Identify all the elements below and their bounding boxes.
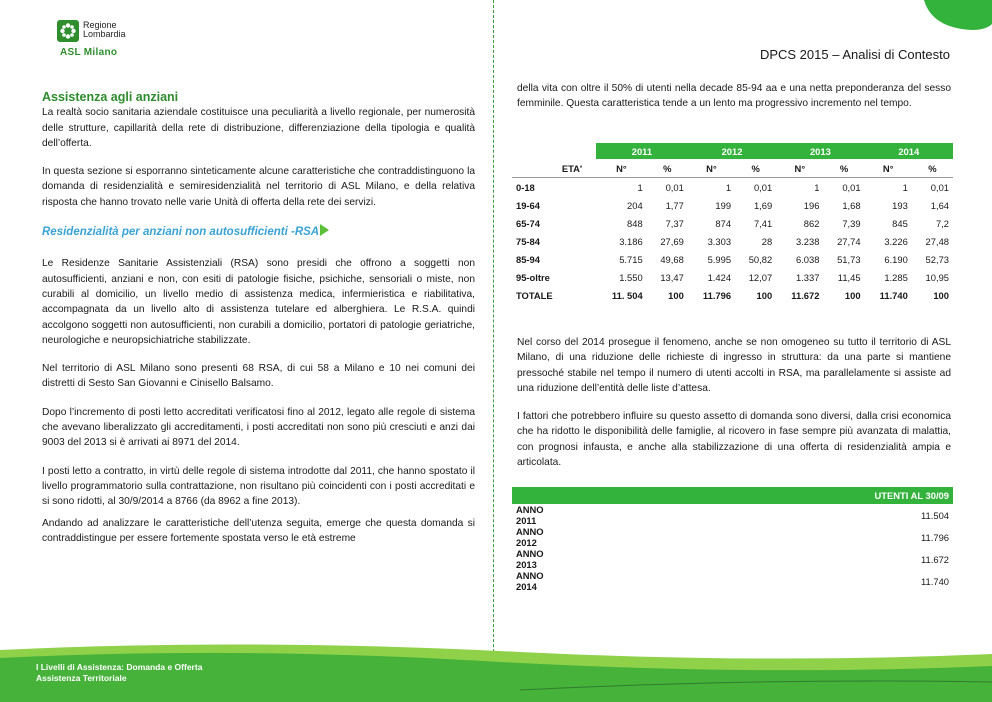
footer-line: Assistenza Territoriale bbox=[36, 673, 127, 683]
paragraph: La realtà socio sanitaria aziendale costituisce una peculiarità a livello regionale, per numerosità delle strutture, capillarità della rete di distribuzione, differenziazione della tipologia e qualità dell’offerta. bbox=[42, 107, 475, 149]
year-header: 2012 bbox=[688, 143, 776, 159]
col-header: N° bbox=[596, 159, 647, 178]
age-distribution-table bbox=[512, 143, 953, 304]
table-cell: 7,39 bbox=[842, 217, 861, 229]
logo-region-text: Regione Lombardia bbox=[83, 20, 126, 39]
table-cell: 11.672 bbox=[791, 289, 820, 301]
table-row bbox=[512, 548, 953, 570]
table-cell: 0,01 bbox=[930, 181, 949, 193]
users-value: 11.672 bbox=[921, 553, 949, 565]
col-header: N° bbox=[865, 159, 912, 178]
table-cell: 13,47 bbox=[660, 271, 684, 283]
table-cell: 0,01 bbox=[842, 181, 861, 193]
table-cell: 199 bbox=[715, 199, 732, 211]
col-header: % bbox=[647, 159, 688, 178]
col-header: % bbox=[823, 159, 864, 178]
table-cell: 100 bbox=[756, 289, 773, 301]
subsection-heading bbox=[42, 224, 475, 240]
table-cell: 28 bbox=[761, 235, 773, 247]
table-cell: 11. 504 bbox=[611, 289, 643, 301]
table-row bbox=[512, 250, 953, 268]
year-label: ANNO 2011 bbox=[516, 504, 544, 526]
row-label: TOTALE bbox=[516, 289, 553, 301]
paragraph: Dopo l’incremento di posti letto accreditati verificatosi fino al 2012, legato alle regole di sistema che avevano liberalizzato gli accreditamenti, i posti accreditati non sono più cresciuti e anzi dai 9003 del 2013 si è arrivati ai 8971 del 2014. bbox=[42, 406, 475, 449]
table-cell: 1,68 bbox=[842, 199, 861, 211]
table-cell: 100 bbox=[668, 289, 684, 301]
table-cell: 50,82 bbox=[748, 253, 773, 265]
footer-text bbox=[36, 662, 202, 684]
row-label: 85-94 bbox=[516, 253, 540, 265]
table-cell: 1 bbox=[725, 181, 732, 193]
row-label: 65-74 bbox=[516, 217, 540, 229]
page-divider bbox=[493, 0, 494, 702]
year-header: 2013 bbox=[776, 143, 864, 159]
subsection-heading-text: Residenzialità per anziani non autosufficienti -RSA bbox=[42, 226, 320, 239]
table-cell: 11,45 bbox=[837, 271, 861, 283]
users-table bbox=[512, 487, 953, 592]
table-row bbox=[512, 286, 953, 304]
table-cell: 5.715 bbox=[619, 253, 643, 265]
table-cell: 1 bbox=[902, 181, 908, 193]
row-label: 0-18 bbox=[516, 181, 535, 193]
table-cell: 6.190 bbox=[884, 253, 908, 265]
logo-asl-text: ASL Milano bbox=[60, 47, 118, 58]
table-cell: 3.186 bbox=[619, 235, 643, 247]
table-cell: 845 bbox=[892, 217, 908, 229]
page-header-title: DPCS 2015 – Analisi di Contesto bbox=[759, 47, 950, 62]
users-value: 11.504 bbox=[921, 509, 949, 521]
table-cell: 3.226 bbox=[884, 235, 908, 247]
table-cell: 27,74 bbox=[837, 235, 861, 247]
eta-header: ETA' bbox=[512, 159, 596, 178]
table-cell: 1 bbox=[814, 181, 820, 193]
table-body bbox=[512, 504, 953, 592]
table-row bbox=[512, 232, 953, 250]
table-cell: 1.424 bbox=[707, 271, 732, 283]
row-label: 95-oltre bbox=[516, 271, 550, 283]
col-header: N° bbox=[776, 159, 823, 178]
col-header: N° bbox=[688, 159, 735, 178]
paragraph: Nel corso del 2014 prosegue il fenomeno, anche se non omogeneo su tutto il territorio di ASL Milano, di una riduzione delle richieste di ingresso in struttura: da una parte si mantiene pressoché stabile nel tempo il numero di utenti accolti in RSA, ma parallelamente si assiste ad una riduzione dell’entità delle liste d’attesa. bbox=[517, 337, 951, 394]
table-cell: 51,73 bbox=[837, 253, 861, 265]
table-cell: 10,95 bbox=[925, 271, 949, 283]
table-cell: 0,01 bbox=[665, 181, 684, 193]
table-cell: 1.550 bbox=[619, 271, 643, 283]
table-header-row bbox=[512, 487, 953, 504]
table-row bbox=[512, 196, 953, 214]
table-row bbox=[512, 570, 953, 592]
left-column bbox=[42, 90, 475, 546]
col-header: % bbox=[735, 159, 776, 178]
chevron-right-icon bbox=[320, 224, 329, 236]
table-cell: 5.995 bbox=[707, 253, 732, 265]
paragraph: I posti letto a contratto, in virtù delle regole di sistema introdotte dal 2011, che hanno spostato il livello programmatorio sulla contrattazione, non risultano più coincidenti con i posti accreditati e si sono ridotti, al 30/9/2014 a 8766 (da 8962 a fine 2013). bbox=[42, 465, 475, 508]
paragraph: I fattori che potrebbero influire su questo assetto di domanda sono diversi, dalla crisi economica che ha ridotto le disponibilità delle famiglie, al ricovero in fase sempre più avanzata di malattia, con prognosi infausta, e anche alla stabilizzazione di una offerta di residenzialità ampia e articolata. bbox=[517, 411, 951, 469]
table-cell: 27,48 bbox=[925, 235, 949, 247]
table-cell: 100 bbox=[933, 289, 949, 301]
table-cell: 1,69 bbox=[753, 199, 773, 211]
table-cell: 0,01 bbox=[753, 181, 773, 193]
users-value: 11.796 bbox=[921, 531, 949, 543]
users-value: 11.740 bbox=[921, 575, 949, 587]
table-cell: 49,68 bbox=[660, 253, 684, 265]
lombardia-rose-icon bbox=[57, 20, 79, 42]
table-row bbox=[512, 178, 953, 197]
corner-decoration bbox=[912, 0, 992, 40]
paragraph: Le Residenze Sanitarie Assistenziali (RSA) sono presidi che offrono a soggetti non autosufficienti, anziani e non, con esiti di patologie fisiche, psichiche, sensoriali o miste, non curabili al domicilio, un livello medio di assistenza medica, infermieristica e riabilitativa, accompagnata da un livello alto di assistenza tutelare ed alberghiera. Le R.S.A. quindi accolgono soggetti non autosufficienti, non curabili a domicilio, portatori di patologie geriatriche, neurologiche e neuropsichiatriche stabilizzate. bbox=[42, 258, 475, 346]
section-heading: Assistenza agli anziani bbox=[42, 90, 179, 104]
year-label: ANNO 2014 bbox=[516, 570, 544, 592]
users-header: UTENTI AL 30/09 bbox=[512, 487, 953, 504]
table-header-row bbox=[512, 143, 953, 159]
table-cell: 848 bbox=[627, 217, 643, 229]
table-cell: 27,69 bbox=[660, 235, 684, 247]
col-header: % bbox=[912, 159, 953, 178]
table-cell: 874 bbox=[715, 217, 732, 229]
paragraph: della vita con oltre il 50% di utenti nella decade 85-94 aa e una netta preponderanza del sesso femminile. Questa caratteristica tende a un lento ma progressivo incremento nel tempo. bbox=[517, 83, 951, 110]
table-cell: 100 bbox=[844, 289, 861, 301]
paragraph: Andando ad analizzare le caratteristiche dell’utenza seguita, emerge che questa domanda si contraddistingue per essere fortemente spostata verso le età estreme bbox=[42, 517, 475, 544]
table-cell: 3.303 bbox=[707, 235, 732, 247]
row-label: 75-84 bbox=[516, 235, 540, 247]
year-label: ANNO 2012 bbox=[516, 526, 544, 548]
table-cell: 6.038 bbox=[795, 253, 820, 265]
table-cell: 11.796 bbox=[702, 289, 732, 301]
row-label: 19-64 bbox=[516, 199, 540, 211]
table-cell: 1,64 bbox=[930, 199, 949, 211]
table-cell: 3.238 bbox=[795, 235, 820, 247]
table-row bbox=[512, 268, 953, 286]
table-cell: 52,73 bbox=[925, 253, 949, 265]
table-cell: 7,41 bbox=[753, 217, 773, 229]
table-cell: 1 bbox=[637, 181, 643, 193]
paragraph: Nel territorio di ASL Milano sono presenti 68 RSA, di cui 58 a Milano e 10 nei comuni dei distretti di Sesto San Giovanni e Cinisello Balsamo. bbox=[42, 363, 475, 390]
footer-line: I Livelli di Assistenza: Domanda e Offerta bbox=[36, 662, 203, 672]
right-column-lower bbox=[517, 335, 951, 470]
table-row bbox=[512, 526, 953, 548]
table-body bbox=[512, 178, 953, 305]
table-cell: 193 bbox=[892, 199, 908, 211]
table-subheader-row bbox=[512, 159, 953, 178]
table-cell: 204 bbox=[627, 199, 643, 211]
table-row bbox=[512, 504, 953, 526]
table-cell: 1,77 bbox=[665, 199, 684, 211]
table-cell: 862 bbox=[803, 217, 820, 229]
table-cell: 196 bbox=[803, 199, 820, 211]
table-cell: 12,07 bbox=[748, 271, 773, 283]
table-cell: 1.285 bbox=[884, 271, 908, 283]
table-cell: 7,2 bbox=[935, 217, 949, 229]
year-header: 2011 bbox=[596, 143, 688, 159]
table-cell: 7,37 bbox=[665, 217, 684, 229]
table-cell: 11.740 bbox=[879, 289, 908, 301]
table-row bbox=[512, 214, 953, 232]
table-cell: 1.337 bbox=[795, 271, 820, 283]
year-header: 2014 bbox=[865, 143, 953, 159]
right-column bbox=[517, 81, 951, 112]
paragraph: In questa sezione si esporranno sinteticamente alcune caratteristiche che contraddistinguono la domanda di residenzialità e semiresidenzialità nel territorio di ASL Milano, e della relativa risposta che hanno trovato nelle varie Unità di offerta della rete dei servizi. bbox=[42, 166, 475, 208]
year-label: ANNO 2013 bbox=[516, 548, 544, 570]
